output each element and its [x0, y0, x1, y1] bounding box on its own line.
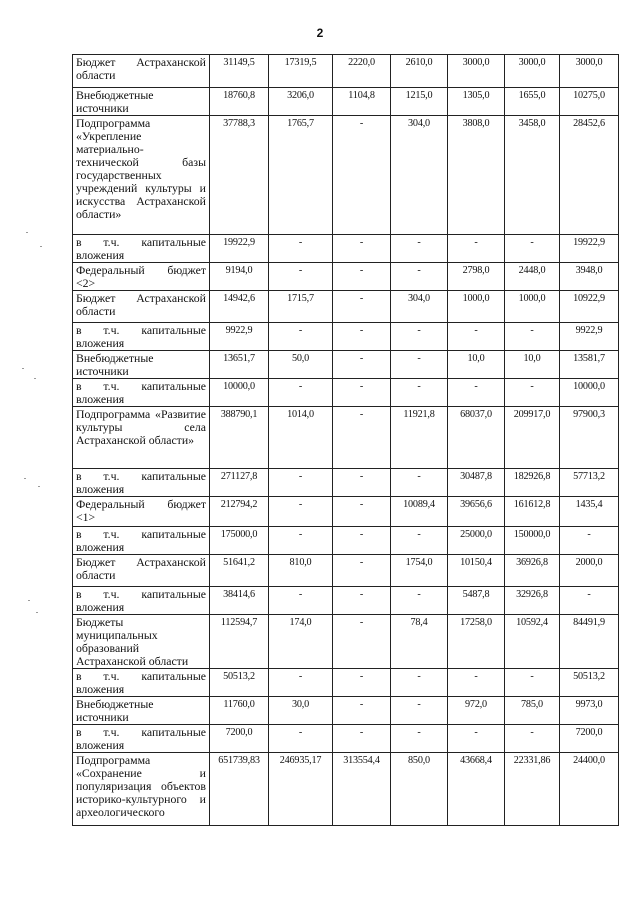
scan-speck [24, 478, 26, 479]
value-cell: 97900,3 [560, 407, 619, 469]
value-cell: 39656,6 [448, 497, 505, 527]
value-cell: - [269, 669, 333, 697]
table-body [73, 55, 619, 826]
value-cell: - [333, 555, 391, 587]
value-cell: 19922,9 [210, 235, 269, 263]
table-row [73, 725, 619, 753]
value-cell: - [333, 697, 391, 725]
value-cell: - [269, 323, 333, 351]
value-cell: 1305,0 [448, 88, 505, 116]
value-cell: - [269, 497, 333, 527]
value-cell: 3000,0 [505, 55, 560, 88]
value-cell: - [333, 263, 391, 291]
value-cell: 850,0 [391, 753, 448, 826]
value-cell: 2798,0 [448, 263, 505, 291]
table-row [73, 587, 619, 615]
value-cell: - [391, 263, 448, 291]
value-cell: 1000,0 [448, 291, 505, 323]
value-cell: 112594,7 [210, 615, 269, 669]
table-row [73, 697, 619, 725]
value-cell: - [269, 263, 333, 291]
value-cell: - [333, 351, 391, 379]
value-cell: 209917,0 [505, 407, 560, 469]
value-cell: 10150,4 [448, 555, 505, 587]
row-label: Бюджет Астраханской области [73, 555, 210, 587]
value-cell: - [391, 323, 448, 351]
value-cell: 17319,5 [269, 55, 333, 88]
table-row [73, 116, 619, 235]
value-cell: 10000,0 [210, 379, 269, 407]
table-row [73, 407, 619, 469]
value-cell: - [391, 235, 448, 263]
row-label: в т.ч. капитальные вложения [73, 669, 210, 697]
value-cell: 10922,9 [560, 291, 619, 323]
value-cell: 14942,6 [210, 291, 269, 323]
page-number: 2 [316, 26, 324, 40]
value-cell: 2220,0 [333, 55, 391, 88]
value-cell: 3000,0 [448, 55, 505, 88]
value-cell: 9973,0 [560, 697, 619, 725]
value-cell: - [333, 669, 391, 697]
value-cell: 50,0 [269, 351, 333, 379]
value-cell: - [269, 725, 333, 753]
table-row [73, 615, 619, 669]
table-row [73, 291, 619, 323]
value-cell: 9922,9 [560, 323, 619, 351]
value-cell: 68037,0 [448, 407, 505, 469]
value-cell: 182926,8 [505, 469, 560, 497]
value-cell: - [505, 669, 560, 697]
value-cell: 3808,0 [448, 116, 505, 235]
value-cell: - [448, 669, 505, 697]
value-cell: 7200,0 [560, 725, 619, 753]
value-cell: 13581,7 [560, 351, 619, 379]
row-label: Бюджет Астраханской области [73, 291, 210, 323]
value-cell: - [391, 379, 448, 407]
value-cell: 161612,8 [505, 497, 560, 527]
value-cell: - [391, 697, 448, 725]
row-label: в т.ч. капитальные вложения [73, 527, 210, 555]
value-cell: - [505, 379, 560, 407]
value-cell: 30487,8 [448, 469, 505, 497]
value-cell: 37788,3 [210, 116, 269, 235]
value-cell: 212794,2 [210, 497, 269, 527]
value-cell: - [448, 323, 505, 351]
value-cell: 1000,0 [505, 291, 560, 323]
value-cell: - [560, 527, 619, 555]
value-cell: 1435,4 [560, 497, 619, 527]
value-cell: - [391, 725, 448, 753]
value-cell: - [269, 235, 333, 263]
value-cell: 78,4 [391, 615, 448, 669]
table-row [73, 263, 619, 291]
value-cell: - [333, 379, 391, 407]
value-cell: - [391, 527, 448, 555]
value-cell: 3948,0 [560, 263, 619, 291]
value-cell: 3000,0 [560, 55, 619, 88]
value-cell: - [391, 587, 448, 615]
value-cell: 38414,6 [210, 587, 269, 615]
value-cell: 10089,4 [391, 497, 448, 527]
value-cell: 150000,0 [505, 527, 560, 555]
table-row [73, 669, 619, 697]
row-label: Бюджет Астраханской области [73, 55, 210, 88]
value-cell: 50513,2 [560, 669, 619, 697]
row-label: в т.ч. капитальные вложения [73, 469, 210, 497]
table-row [73, 323, 619, 351]
value-cell: 31149,5 [210, 55, 269, 88]
value-cell: 9922,9 [210, 323, 269, 351]
value-cell: 30,0 [269, 697, 333, 725]
row-label: Внебюджетные источники [73, 88, 210, 116]
value-cell: 3206,0 [269, 88, 333, 116]
value-cell: 2000,0 [560, 555, 619, 587]
value-cell: 651739,83 [210, 753, 269, 826]
table-row [73, 88, 619, 116]
value-cell: 304,0 [391, 291, 448, 323]
value-cell: 11760,0 [210, 697, 269, 725]
scan-speck [40, 246, 42, 247]
value-cell: 1754,0 [391, 555, 448, 587]
value-cell: - [333, 615, 391, 669]
scan-speck [28, 600, 30, 601]
value-cell: 10,0 [505, 351, 560, 379]
row-label: в т.ч. капитальные вложения [73, 587, 210, 615]
value-cell: 388790,1 [210, 407, 269, 469]
scan-speck [26, 232, 28, 233]
value-cell: 10000,0 [560, 379, 619, 407]
value-cell: 10592,4 [505, 615, 560, 669]
scan-speck [36, 612, 38, 613]
value-cell: - [333, 527, 391, 555]
value-cell: 19922,9 [560, 235, 619, 263]
table-row [73, 469, 619, 497]
value-cell: - [333, 291, 391, 323]
value-cell: - [505, 323, 560, 351]
value-cell: 304,0 [391, 116, 448, 235]
value-cell: - [333, 407, 391, 469]
value-cell: 17258,0 [448, 615, 505, 669]
table-row [73, 351, 619, 379]
value-cell: - [333, 725, 391, 753]
value-cell: - [269, 587, 333, 615]
value-cell: 1014,0 [269, 407, 333, 469]
value-cell: 43668,4 [448, 753, 505, 826]
value-cell: - [333, 587, 391, 615]
value-cell: 175000,0 [210, 527, 269, 555]
value-cell: 10275,0 [560, 88, 619, 116]
value-cell: - [333, 469, 391, 497]
value-cell: - [448, 725, 505, 753]
value-cell: - [391, 469, 448, 497]
table-row [73, 555, 619, 587]
table-row [73, 235, 619, 263]
value-cell: 1215,0 [391, 88, 448, 116]
value-cell: 36926,8 [505, 555, 560, 587]
scan-speck [22, 368, 24, 369]
value-cell: 9194,0 [210, 263, 269, 291]
value-cell: 1655,0 [505, 88, 560, 116]
value-cell: 10,0 [448, 351, 505, 379]
value-cell: - [391, 351, 448, 379]
value-cell: 1765,7 [269, 116, 333, 235]
value-cell: - [269, 379, 333, 407]
value-cell: 271127,8 [210, 469, 269, 497]
value-cell: - [505, 235, 560, 263]
value-cell: 11921,8 [391, 407, 448, 469]
value-cell: 13651,7 [210, 351, 269, 379]
value-cell: 84491,9 [560, 615, 619, 669]
value-cell: 57713,2 [560, 469, 619, 497]
value-cell: 32926,8 [505, 587, 560, 615]
value-cell: 22331,86 [505, 753, 560, 826]
row-label: Подпрограмма «Укрепление материально-технической базы государственных учреждений культуры и искусства Астраханской области» [73, 116, 210, 235]
row-label: Подпрограмма «Сохранение и популяризация объектов историко-культурного и археологического [73, 753, 210, 826]
value-cell: 24400,0 [560, 753, 619, 826]
row-label: в т.ч. капитальные вложения [73, 379, 210, 407]
value-cell: 2448,0 [505, 263, 560, 291]
value-cell: 50513,2 [210, 669, 269, 697]
value-cell: 51641,2 [210, 555, 269, 587]
value-cell: - [448, 379, 505, 407]
value-cell: - [505, 725, 560, 753]
value-cell: - [560, 587, 619, 615]
row-label: Бюджеты муниципальных образований Астраханской области [73, 615, 210, 669]
value-cell: 25000,0 [448, 527, 505, 555]
value-cell: - [333, 235, 391, 263]
row-label: Внебюджетные источники [73, 351, 210, 379]
value-cell: 810,0 [269, 555, 333, 587]
row-label: Подпрограмма «Развитие культуры села Астраханской области» [73, 407, 210, 469]
value-cell: 2610,0 [391, 55, 448, 88]
value-cell: 5487,8 [448, 587, 505, 615]
value-cell: 3458,0 [505, 116, 560, 235]
value-cell: - [269, 469, 333, 497]
value-cell: - [448, 235, 505, 263]
value-cell: - [333, 497, 391, 527]
value-cell: 174,0 [269, 615, 333, 669]
scan-speck [34, 378, 36, 379]
value-cell: 972,0 [448, 697, 505, 725]
table-row [73, 753, 619, 826]
value-cell: 1104,8 [333, 88, 391, 116]
value-cell: 28452,6 [560, 116, 619, 235]
row-label: в т.ч. капитальные вложения [73, 725, 210, 753]
value-cell: 1715,7 [269, 291, 333, 323]
row-label: в т.ч. капитальные вложения [73, 235, 210, 263]
table-row [73, 55, 619, 88]
value-cell: - [391, 669, 448, 697]
value-cell: 7200,0 [210, 725, 269, 753]
scan-speck [38, 486, 40, 487]
value-cell: 313554,4 [333, 753, 391, 826]
table-row [73, 527, 619, 555]
table-row [73, 497, 619, 527]
row-label: Внебюджетные источники [73, 697, 210, 725]
budget-table [72, 54, 619, 826]
value-cell: 246935,17 [269, 753, 333, 826]
value-cell: 785,0 [505, 697, 560, 725]
row-label: Федеральный бюджет <2> [73, 263, 210, 291]
table-row [73, 379, 619, 407]
value-cell: - [269, 527, 333, 555]
row-label: Федеральный бюджет <1> [73, 497, 210, 527]
row-label: в т.ч. капитальные вложения [73, 323, 210, 351]
value-cell: - [333, 116, 391, 235]
value-cell: - [333, 323, 391, 351]
value-cell: 18760,8 [210, 88, 269, 116]
